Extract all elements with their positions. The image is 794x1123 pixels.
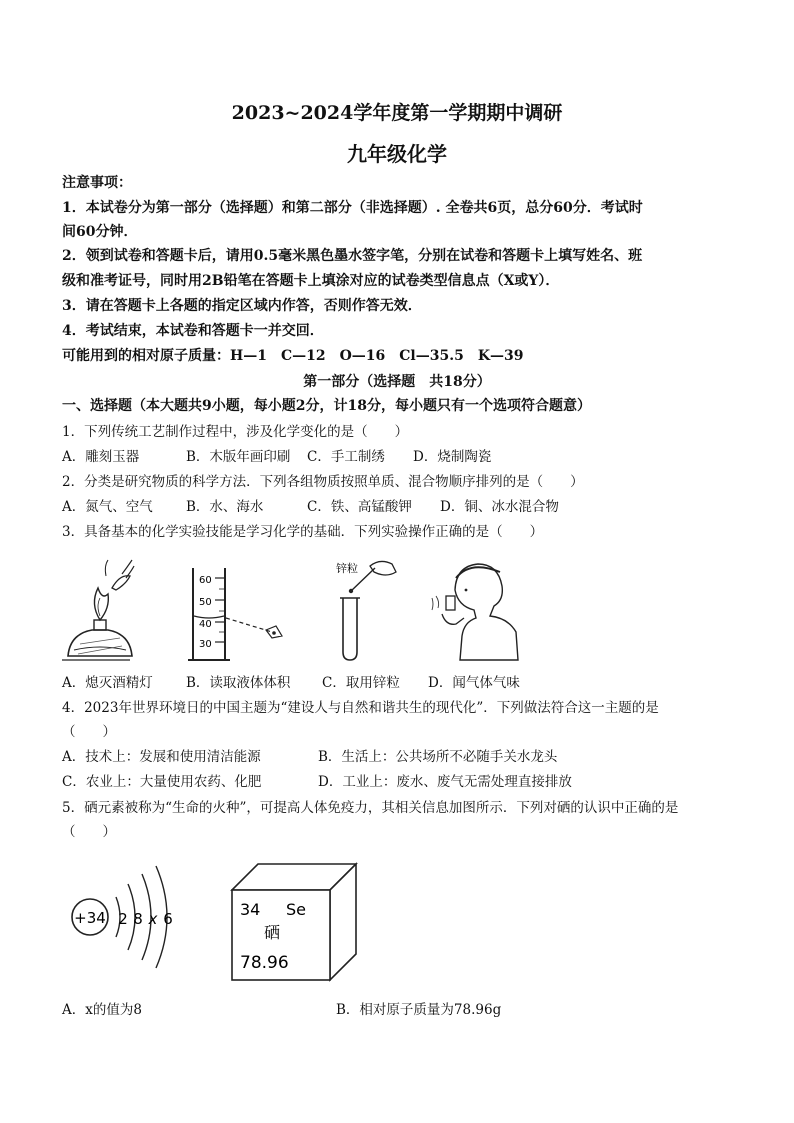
atomic-masses: 可能用到的相对原子质量：H—1 C—12 O—16 Cl—35.5 K—39 [62,348,524,364]
exam-title: 2023~2024学年度第一学期期中调研 [231,102,563,124]
notice-heading: 注意事项： [62,175,132,191]
notice-item-2: 2．领到试卷和答题卡后，请用0.5毫米黑色墨水签字笔，分别在试卷和答题卡上填写姓名、班 [62,248,643,264]
q3-option-d: D．闻气体气味 [428,675,520,691]
exam-subtitle: 九年级化学 [347,142,447,166]
q3-option-a: A．熄灭酒精灯 [62,675,153,691]
q1-option-b: B．木版年画印刷 [186,449,291,465]
element-symbol: Se [286,900,306,919]
q5-stem: 5．硒元素被称为“生命的火种”，可提高人体免疫力，其相关信息加图所示．下列对硒的认识中正确的是 [62,800,679,816]
q3-option-c: C．取用锌粒 [322,675,400,691]
notice-item-1: 1．本试卷分为第一部分（选择题）和第二部分（非选择题）. 全卷共6页，总分60分．考试时 [62,200,643,216]
q2-option-d: D．铜、冰水混合物 [440,499,559,515]
alcohol-lamp-figure [62,560,134,660]
notice-item-1-cont: 间60分钟． [62,224,138,240]
element-mass: 78.96 [240,953,289,973]
notice-item-4: 4．考试结束，本试卷和答题卡一并交回． [62,323,324,339]
q1-option-a: A．雕刻玉器 [62,449,140,465]
cylinder-tick-40: 40 [199,619,212,630]
cylinder-tick-60: 60 [199,575,212,586]
nucleus-charge: +34 [74,909,106,927]
q4-stem: 4．2023年世界环境日的中国主题为“建设人与自然和谐共生的现代化”．下列做法符合这一主题的是 [62,700,659,716]
q5-stem-cont: （ ） [62,824,116,840]
shell-4-electrons: 6 [163,910,173,928]
element-name: 硒 [264,923,281,942]
q4-option-a: A．技术上：发展和使用清洁能源 [62,749,261,765]
shell-2-electrons: 8 [133,910,143,928]
q2-option-a: A．氮气、空气 [62,499,153,515]
q2-option-c: C．铁、高锰酸钾 [307,499,412,515]
q2-stem: 2．分类是研究物质的科学方法．下列各组物质按照单质、混合物顺序排列的是（ ） [62,474,584,490]
cylinder-tick-30: 30 [199,639,212,650]
selenium-element-card [228,860,360,982]
q3-option-b: B．读取液体体积 [186,675,291,691]
notice-item-2-cont: 级和准考证号，同时用2B铅笔在答题卡上填涂对应的试卷类型信息点（X或Y）． [62,273,560,289]
q2-option-b: B．水、海水 [186,499,264,515]
q4-stem-cont: （ ） [62,724,116,740]
q1-stem: 1．下列传统工艺制作过程中，涉及化学变化的是（ ） [62,424,409,440]
selenium-atom-structure [66,862,186,972]
test-tube-figure [336,561,396,660]
zinc-label: 锌粒 [336,562,358,575]
q5-option-a: A．x的值为8 [62,1002,142,1018]
q4-option-c: C．农业上：大量使用农药、化肥 [62,774,262,790]
shell-1-electrons: 2 [118,910,128,928]
shell-3-electrons: x [148,910,158,928]
graduated-cylinder-figure [188,568,282,660]
part1-title: 第一部分（选择题 共18分） [303,374,491,390]
q3-illustrations [60,556,530,666]
q1-option-d: D．烧制陶瓷 [413,449,492,465]
q4-option-d: D．工业上：废水、废气无需处理直接排放 [318,774,572,790]
smelling-gas-figure [432,564,518,660]
section-heading: 一、选择题（本大题共9小题，每小题2分，计18分，每小题只有一个选项符合题意） [62,398,591,414]
element-number: 34 [240,900,261,919]
cylinder-tick-50: 50 [199,597,212,608]
notice-item-3: 3．请在答题卡上各题的指定区域内作答，否则作答无效． [62,298,422,314]
q3-stem: 3．具备基本的化学实验技能是学习化学的基础．下列实验操作正确的是（ ） [62,524,544,540]
q4-option-b: B．生活上：公共场所不必随手关水龙头 [318,749,558,765]
q1-option-c: C．手工制绣 [307,449,385,465]
q5-option-b: B．相对原子质量为78.96g [336,1002,502,1018]
